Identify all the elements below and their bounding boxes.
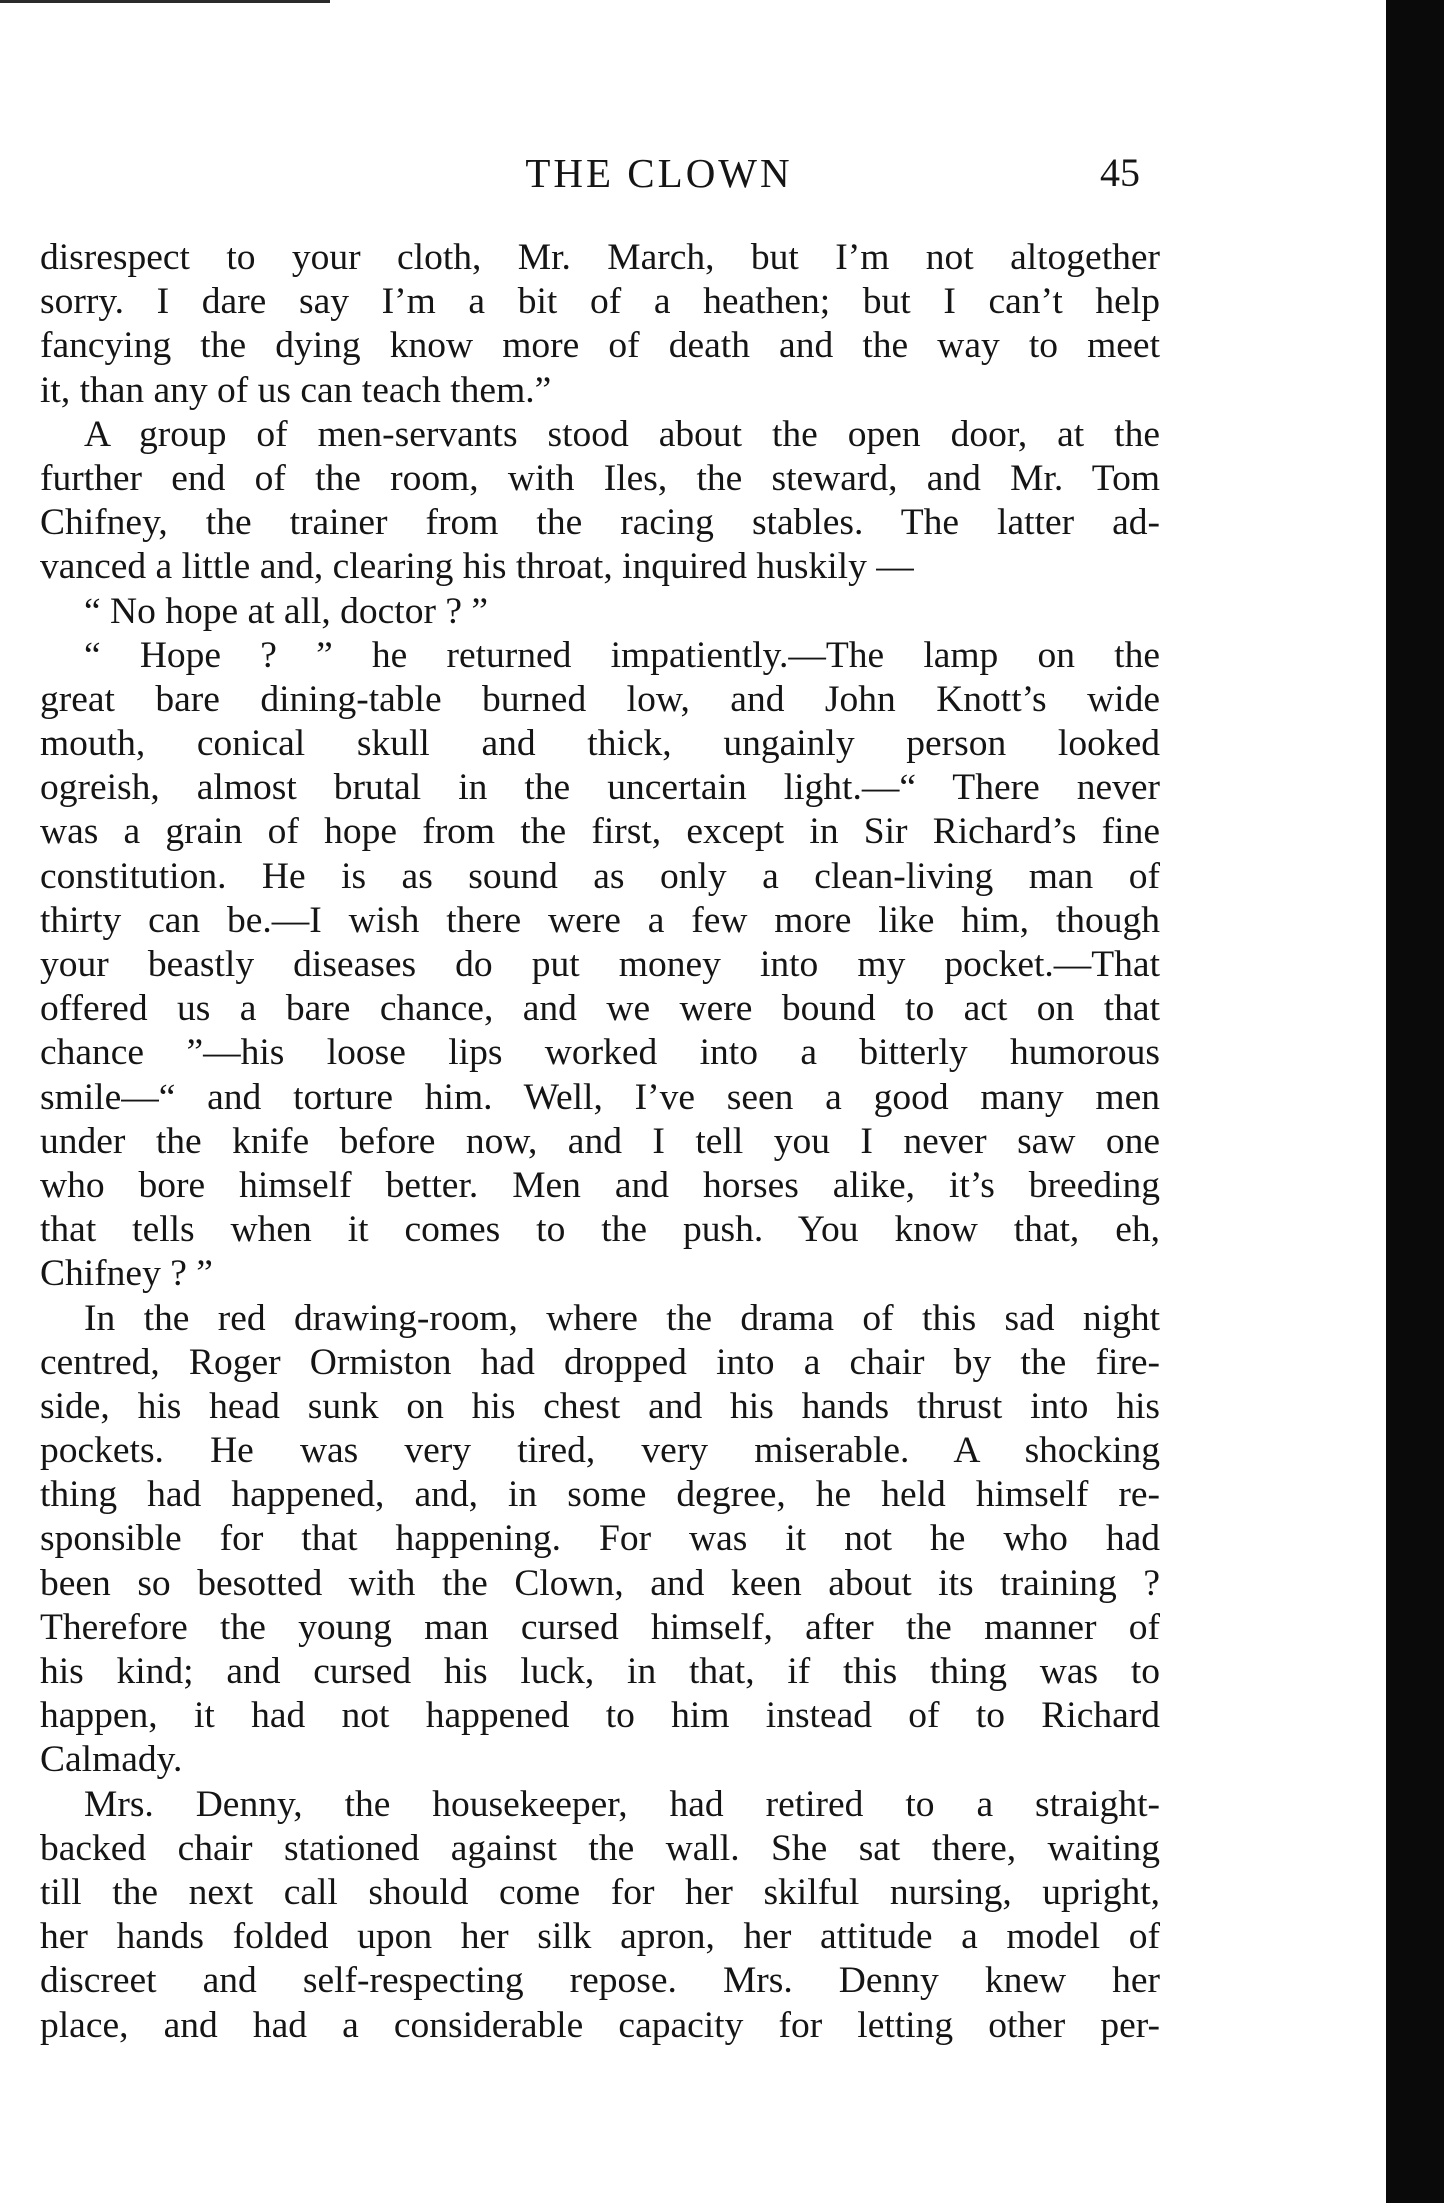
text-line: under the knife before now, and I tell you I never saw one	[40, 1120, 1160, 1162]
text-line: her hands folded upon her silk apron, her attitude a model of	[40, 1916, 1160, 1958]
text-line: thing had happened, and, in some degree, he held himself re-	[40, 1474, 1160, 1516]
text-line: sponsible for that happening. For was it not he who had	[40, 1518, 1160, 1560]
text-line: further end of the room, with Iles, the steward, and Mr. Tom	[40, 457, 1160, 499]
text-line: In the red drawing-room, where the drama of this sad night	[84, 1297, 1160, 1339]
text-line: A group of men-servants stood about the open door, at the	[84, 413, 1160, 455]
page-number: 45	[1100, 150, 1140, 195]
chapter-title: THE CLOWN	[525, 150, 793, 196]
text-line: place, and had a considerable capacity for letting other per-	[40, 2004, 1160, 2046]
text-line: smile—“ and torture him. Well, I’ve seen a good many men	[40, 1076, 1160, 1118]
text-line: discreet and self-respecting repose. Mrs. Denny knew her	[40, 1960, 1160, 2002]
text-line: constitution. He is as sound as only a clean-living man of	[40, 855, 1160, 897]
text-line: disrespect to your cloth, Mr. March, but I’m not altogether	[40, 237, 1160, 278]
text-line: ogreish, almost brutal in the uncertain light.—“ There never	[40, 767, 1160, 809]
running-head	[0, 143, 1444, 203]
text-line: happen, it had not happened to him instead of to Richard	[40, 1695, 1160, 1737]
text-line: was a grain of hope from the first, except in Sir Richard’s fine	[40, 811, 1160, 853]
text-line: that tells when it comes to the push. You know that, eh,	[40, 1209, 1160, 1251]
text-line: Mrs. Denny, the housekeeper, had retired to a straight-	[84, 1783, 1160, 1825]
text-line: Calmady.	[40, 1739, 183, 1781]
text-line: “ No hope at all, doctor ? ”	[84, 590, 489, 632]
text-line: centred, Roger Ormiston had dropped into a chair by the fire-	[40, 1341, 1160, 1383]
scan-edge-shadow	[1386, 0, 1444, 2203]
text-line: till the next call should come for her skilful nursing, upright,	[40, 1871, 1160, 1913]
text-line: vanced a little and, clearing his throat, inquired huskily —	[40, 546, 914, 588]
top-rule	[0, 0, 330, 3]
text-line: his kind; and cursed his luck, in that, if this thing was to	[40, 1651, 1160, 1692]
text-line: fancying the dying know more of death and the way to meet	[40, 325, 1160, 367]
text-line: great bare dining-table burned low, and John Knott’s wide	[40, 678, 1160, 720]
text-line: sorry. I dare say I’m a bit of a heathen; but I can’t help	[40, 281, 1160, 323]
text-line: pockets. He was very tired, very miserable. A shocking	[40, 1430, 1160, 1472]
text-line: side, his head sunk on his chest and his hands thrust into his	[40, 1385, 1160, 1427]
text-line: mouth, conical skull and thick, ungainly person looked	[40, 723, 1160, 765]
text-line: it, than any of us can teach them.”	[40, 369, 552, 411]
text-line: backed chair stationed against the wall. She sat there, waiting	[40, 1827, 1160, 1869]
text-line: chance ”—his loose lips worked into a bitterly humorous	[40, 1032, 1160, 1074]
text-line: who bore himself better. Men and horses alike, it’s breeding	[40, 1164, 1160, 1206]
body-text	[40, 236, 1160, 2048]
text-line: your beastly diseases do put money into my pocket.—That	[40, 944, 1160, 985]
text-line: been so besotted with the Clown, and keen about its training ?	[40, 1562, 1160, 1604]
text-line: thirty can be.—I wish there were a few more like him, though	[40, 899, 1160, 941]
text-line: Therefore the young man cursed himself, after the manner of	[40, 1606, 1160, 1648]
text-line: “ Hope ? ” he returned impatiently.—The lamp on the	[84, 634, 1160, 676]
text-line: offered us a bare chance, and we were bound to act on that	[40, 988, 1160, 1030]
text-line: Chifney ? ”	[40, 1253, 213, 1295]
text-line: Chifney, the trainer from the racing stables. The latter ad-	[40, 502, 1160, 544]
